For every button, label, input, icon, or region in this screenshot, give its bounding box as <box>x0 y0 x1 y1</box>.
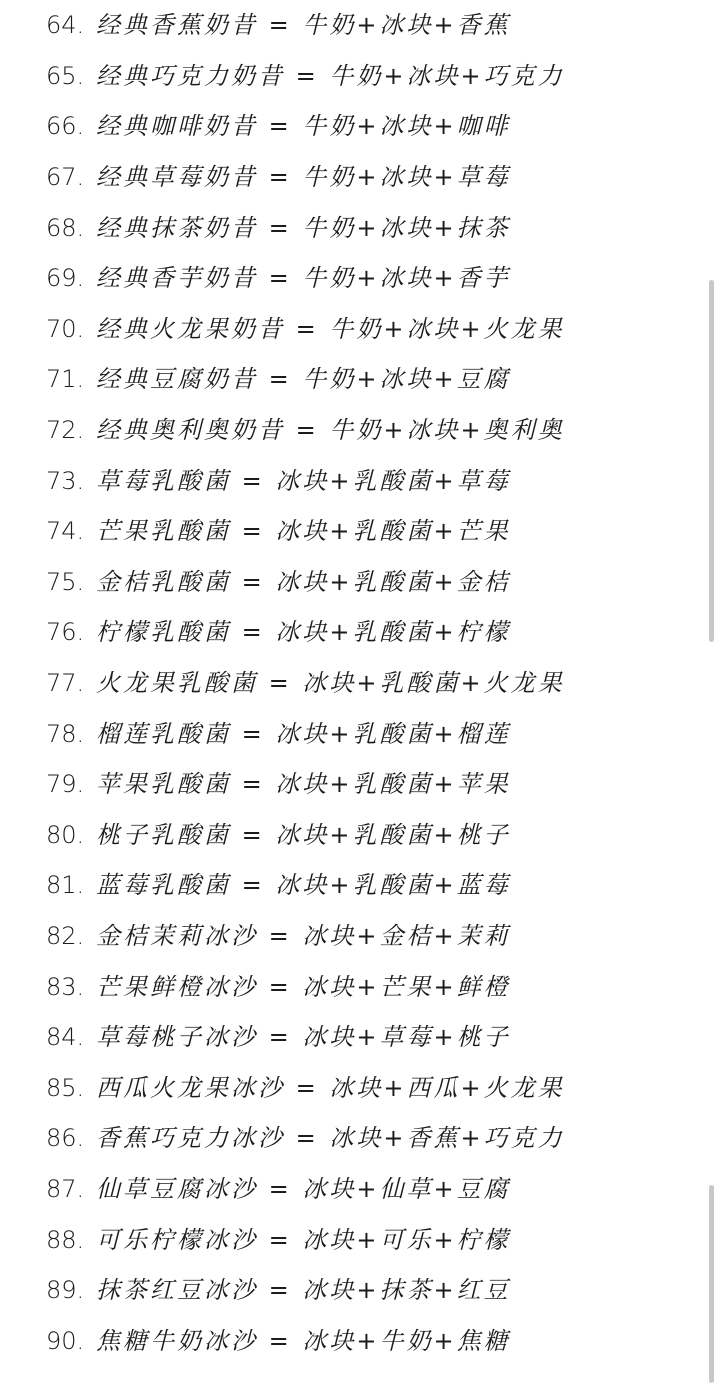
list-item <box>46 101 686 152</box>
item-number: 67. <box>46 163 85 192</box>
list-item <box>46 810 686 861</box>
item-number: 83. <box>46 972 85 1001</box>
item-number: 78. <box>46 719 85 748</box>
item-number: 71. <box>46 365 85 394</box>
item-number: 69. <box>46 264 85 293</box>
item-number: 82. <box>46 921 85 950</box>
scrollbar[interactable] <box>709 0 714 1383</box>
list-item <box>46 759 686 810</box>
item-text: 抹茶红豆冰沙 = 冰块+抹茶+红豆 <box>96 1276 511 1305</box>
item-number: 87. <box>46 1174 85 1203</box>
list-item <box>46 658 686 709</box>
item-number: 64. <box>46 11 85 40</box>
item-number: 85. <box>46 1073 85 1102</box>
item-number: 72. <box>46 416 85 445</box>
list-item <box>46 1315 686 1366</box>
recipe-list <box>46 0 686 1366</box>
item-text: 经典香蕉奶昔 = 牛奶+冰块+香蕉 <box>96 11 511 40</box>
item-number: 90. <box>46 1326 85 1355</box>
item-text: 香蕉巧克力冰沙 = 冰块+香蕉+巧克力 <box>96 1124 565 1153</box>
item-text: 苹果乳酸菌 = 冰块+乳酸菌+苹果 <box>96 770 511 799</box>
item-text: 仙草豆腐冰沙 = 冰块+仙草+豆腐 <box>96 1174 511 1203</box>
list-item <box>46 405 686 456</box>
item-text: 金桔乳酸菌 = 冰块+乳酸菌+金桔 <box>96 567 511 596</box>
list-item <box>46 1113 686 1164</box>
item-number: 77. <box>46 669 85 698</box>
item-number: 84. <box>46 1023 85 1052</box>
item-text: 经典奥利奥奶昔 = 牛奶+冰块+奥利奥 <box>96 416 565 445</box>
list-item <box>46 1164 686 1215</box>
item-number: 70. <box>46 314 85 343</box>
item-number: 80. <box>46 820 85 849</box>
list-item <box>46 51 686 102</box>
item-text: 经典香芋奶昔 = 牛奶+冰块+香芋 <box>96 264 511 293</box>
item-text: 草莓桃子冰沙 = 冰块+草莓+桃子 <box>96 1023 511 1052</box>
list-item <box>46 708 686 759</box>
list-item <box>46 354 686 405</box>
item-number: 68. <box>46 213 85 242</box>
item-text: 芒果乳酸菌 = 冰块+乳酸菌+芒果 <box>96 517 511 546</box>
list-item <box>46 0 686 51</box>
list-item <box>46 911 686 962</box>
item-number: 86. <box>46 1124 85 1153</box>
item-number: 76. <box>46 618 85 647</box>
item-text: 经典巧克力奶昔 = 牛奶+冰块+巧克力 <box>96 61 565 90</box>
item-number: 75. <box>46 567 85 596</box>
list-item <box>46 961 686 1012</box>
list-item <box>46 1214 686 1265</box>
list-item <box>46 557 686 608</box>
list-item <box>46 1062 686 1113</box>
item-text: 经典抹茶奶昔 = 牛奶+冰块+抹茶 <box>96 213 511 242</box>
item-text: 草莓乳酸菌 = 冰块+乳酸菌+草莓 <box>96 466 511 495</box>
item-number: 89. <box>46 1276 85 1305</box>
item-number: 81. <box>46 871 85 900</box>
scrollbar-thumb-lower[interactable] <box>709 1185 714 1383</box>
item-text: 柠檬乳酸菌 = 冰块+乳酸菌+柠檬 <box>96 618 511 647</box>
item-text: 桃子乳酸菌 = 冰块+乳酸菌+桃子 <box>96 820 511 849</box>
item-number: 79. <box>46 770 85 799</box>
item-number: 88. <box>46 1225 85 1254</box>
item-text: 可乐柠檬冰沙 = 冰块+可乐+柠檬 <box>96 1225 511 1254</box>
item-text: 焦糖牛奶冰沙 = 冰块+牛奶+焦糖 <box>96 1326 511 1355</box>
list-item <box>46 253 686 304</box>
item-text: 火龙果乳酸菌 = 冰块+乳酸菌+火龙果 <box>96 669 565 698</box>
list-item <box>46 607 686 658</box>
item-number: 74. <box>46 517 85 546</box>
item-text: 经典豆腐奶昔 = 牛奶+冰块+豆腐 <box>96 365 511 394</box>
item-text: 金桔茉莉冰沙 = 冰块+金桔+茉莉 <box>96 921 511 950</box>
item-text: 经典咖啡奶昔 = 牛奶+冰块+咖啡 <box>96 112 511 141</box>
item-number: 73. <box>46 466 85 495</box>
item-number: 66. <box>46 112 85 141</box>
scrollbar-thumb[interactable] <box>709 280 714 642</box>
item-text: 蓝莓乳酸菌 = 冰块+乳酸菌+蓝莓 <box>96 871 511 900</box>
item-text: 榴莲乳酸菌 = 冰块+乳酸菌+榴莲 <box>96 719 511 748</box>
item-number: 65. <box>46 61 85 90</box>
item-text: 西瓜火龙果冰沙 = 冰块+西瓜+火龙果 <box>96 1073 565 1102</box>
list-item <box>46 455 686 506</box>
item-text: 经典火龙果奶昔 = 牛奶+冰块+火龙果 <box>96 314 565 343</box>
list-item <box>46 1265 686 1316</box>
list-item <box>46 304 686 355</box>
list-item <box>46 152 686 203</box>
item-text: 芒果鲜橙冰沙 = 冰块+芒果+鲜橙 <box>96 972 511 1001</box>
item-text: 经典草莓奶昔 = 牛奶+冰块+草莓 <box>96 163 511 192</box>
list-item <box>46 1012 686 1063</box>
list-item <box>46 506 686 557</box>
list-item <box>46 860 686 911</box>
list-item <box>46 202 686 253</box>
